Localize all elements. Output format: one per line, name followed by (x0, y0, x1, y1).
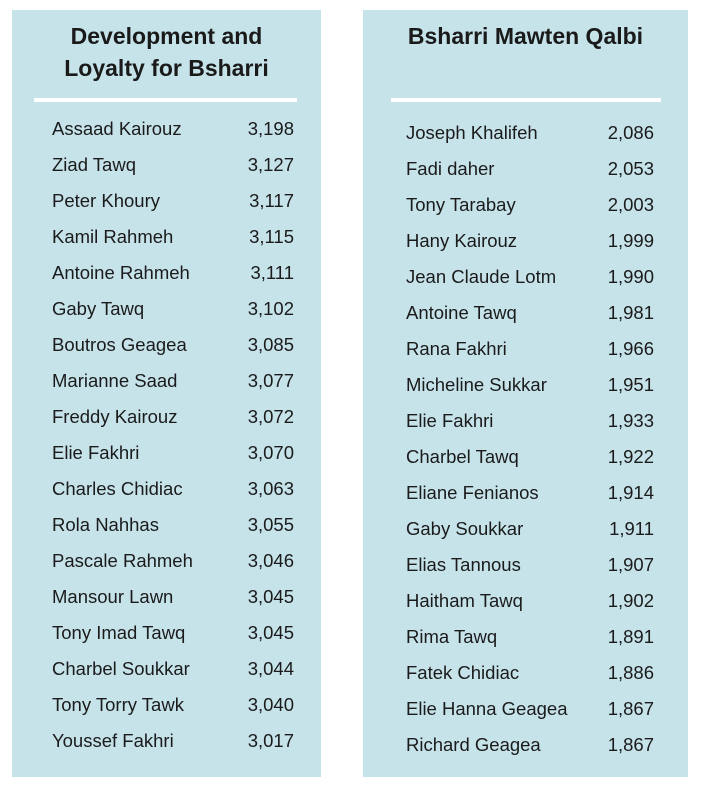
candidate-votes: 1,891 (607, 626, 654, 647)
candidate-votes: 1,907 (607, 554, 654, 575)
candidate-row (52, 687, 294, 723)
candidate-name: Fadi daher (406, 158, 495, 179)
candidate-name: Mansour Lawn (52, 586, 174, 607)
candidate-row (52, 147, 294, 183)
candidate-row (406, 115, 654, 151)
candidate-votes: 1,981 (607, 302, 654, 323)
candidate-votes: 1,902 (607, 590, 654, 611)
candidate-name: Charles Chidiac (52, 478, 183, 499)
candidate-row (406, 583, 654, 619)
title-divider (34, 98, 297, 102)
candidate-name: Eliane Fenianos (406, 482, 539, 503)
candidate-row (52, 543, 294, 579)
candidate-votes: 3,198 (247, 118, 294, 139)
candidate-row (52, 219, 294, 255)
candidate-name: Kamil Rahmeh (52, 226, 174, 247)
candidate-name: Elie Fakhri (406, 410, 494, 431)
candidate-votes: 1,867 (607, 698, 654, 719)
candidate-name: Elie Fakhri (52, 442, 140, 463)
candidate-row (406, 475, 654, 511)
candidate-row (52, 579, 294, 615)
candidate-votes: 1,922 (607, 446, 654, 467)
list-panel-development-loyalty (12, 10, 321, 777)
candidate-name: Charbel Tawq (406, 446, 519, 467)
candidate-row (406, 619, 654, 655)
candidate-name: Marianne Saad (52, 370, 178, 391)
candidate-votes: 2,003 (607, 194, 654, 215)
candidate-votes: 3,070 (247, 442, 294, 463)
candidate-row (52, 723, 294, 759)
candidate-row (406, 151, 654, 187)
candidate-row (406, 547, 654, 583)
candidate-name: Rima Tawq (406, 626, 498, 647)
candidate-name: Jean Claude Lotm (406, 266, 557, 287)
candidate-votes: 1,966 (607, 338, 654, 359)
candidate-name: Charbel Soukkar (52, 658, 190, 679)
candidate-votes: 2,053 (607, 158, 654, 179)
candidate-votes: 3,115 (249, 226, 294, 247)
candidate-name: Boutros Geagea (52, 334, 187, 355)
candidate-name: Antoine Tawq (406, 302, 517, 323)
candidate-row (406, 187, 654, 223)
candidate-votes: 1,990 (607, 266, 654, 287)
candidate-votes: 2,086 (607, 122, 654, 143)
candidate-votes: 1,951 (607, 374, 654, 395)
candidate-votes: 3,127 (247, 154, 294, 175)
candidate-row (406, 655, 654, 691)
candidate-row (52, 363, 294, 399)
candidate-name: Micheline Sukkar (406, 374, 547, 395)
candidate-votes: 1,914 (607, 482, 654, 503)
candidate-name: Freddy Kairouz (52, 406, 178, 427)
candidate-votes: 1,886 (607, 662, 654, 683)
candidate-name: Tony Torry Tawk (52, 694, 184, 715)
candidate-votes: 3,117 (249, 190, 294, 211)
candidate-row (406, 439, 654, 475)
candidate-row (406, 223, 654, 259)
list-title-line-1: Bsharri Mawten Qalbi (407, 23, 644, 49)
candidate-votes: 3,044 (247, 658, 294, 679)
title-divider (391, 98, 661, 102)
candidate-row (406, 259, 654, 295)
list-title-line-2: Loyalty for Bsharri (64, 55, 269, 81)
candidate-votes: 3,045 (247, 586, 294, 607)
candidate-row (52, 111, 294, 147)
candidate-votes: 3,102 (247, 298, 294, 319)
candidate-name: Rola Nahhas (52, 514, 159, 535)
candidate-name: Rana Fakhri (406, 338, 507, 359)
candidate-votes: 1,867 (607, 734, 654, 755)
candidate-row (52, 615, 294, 651)
candidate-name: Joseph Khalifeh (406, 122, 538, 143)
list-title (12, 20, 321, 84)
candidate-votes: 3,077 (247, 370, 294, 391)
candidate-name: Youssef Fakhri (52, 730, 174, 751)
candidate-row (52, 651, 294, 687)
candidate-row (406, 691, 654, 727)
candidate-name: Elie Hanna Geagea (406, 698, 568, 719)
candidate-name: Elias Tannous (406, 554, 521, 575)
candidate-row (406, 727, 654, 763)
candidate-name: Hany Kairouz (406, 230, 518, 251)
candidate-row (406, 331, 654, 367)
candidate-name: Pascale Rahmeh (52, 550, 193, 571)
candidate-votes: 3,046 (247, 550, 294, 571)
candidate-votes: 1,933 (607, 410, 654, 431)
list-panel-bsharri-mawten-qalbi (363, 10, 688, 777)
candidate-votes: 1,999 (607, 230, 654, 251)
candidate-votes: 3,040 (247, 694, 294, 715)
candidate-votes: 3,055 (247, 514, 294, 535)
candidate-row (52, 255, 294, 291)
candidate-row (52, 507, 294, 543)
candidate-name: Fatek Chidiac (406, 662, 520, 683)
candidate-votes: 1,911 (609, 518, 654, 539)
candidate-votes: 3,045 (247, 622, 294, 643)
candidate-name: Haitham Tawq (406, 590, 523, 611)
candidate-name: Tony Imad Tawq (52, 622, 186, 643)
candidate-name: Antoine Rahmeh (52, 262, 190, 283)
list-title-line-1: Development and (70, 23, 263, 49)
candidate-name: Tony Tarabay (406, 194, 516, 215)
candidate-list (52, 111, 294, 759)
candidate-name: Gaby Tawq (52, 298, 145, 319)
candidate-name: Richard Geagea (406, 734, 541, 755)
candidate-row (52, 183, 294, 219)
candidate-name: Peter Khoury (52, 190, 160, 211)
candidate-name: Ziad Tawq (52, 154, 136, 175)
candidate-row (406, 403, 654, 439)
candidate-votes: 3,063 (247, 478, 294, 499)
candidate-list (406, 115, 654, 763)
candidate-row (52, 291, 294, 327)
candidate-votes: 3,111 (250, 262, 294, 283)
candidate-name: Assaad Kairouz (52, 118, 182, 139)
candidate-row (52, 327, 294, 363)
candidate-row (406, 511, 654, 547)
candidate-row (52, 399, 294, 435)
candidate-votes: 3,017 (247, 730, 294, 751)
candidate-row (406, 367, 654, 403)
candidate-row (52, 435, 294, 471)
list-title (363, 20, 688, 52)
candidate-row (52, 471, 294, 507)
candidate-row (406, 295, 654, 331)
candidate-votes: 3,085 (247, 334, 294, 355)
candidate-name: Gaby Soukkar (406, 518, 524, 539)
candidate-votes: 3,072 (247, 406, 294, 427)
